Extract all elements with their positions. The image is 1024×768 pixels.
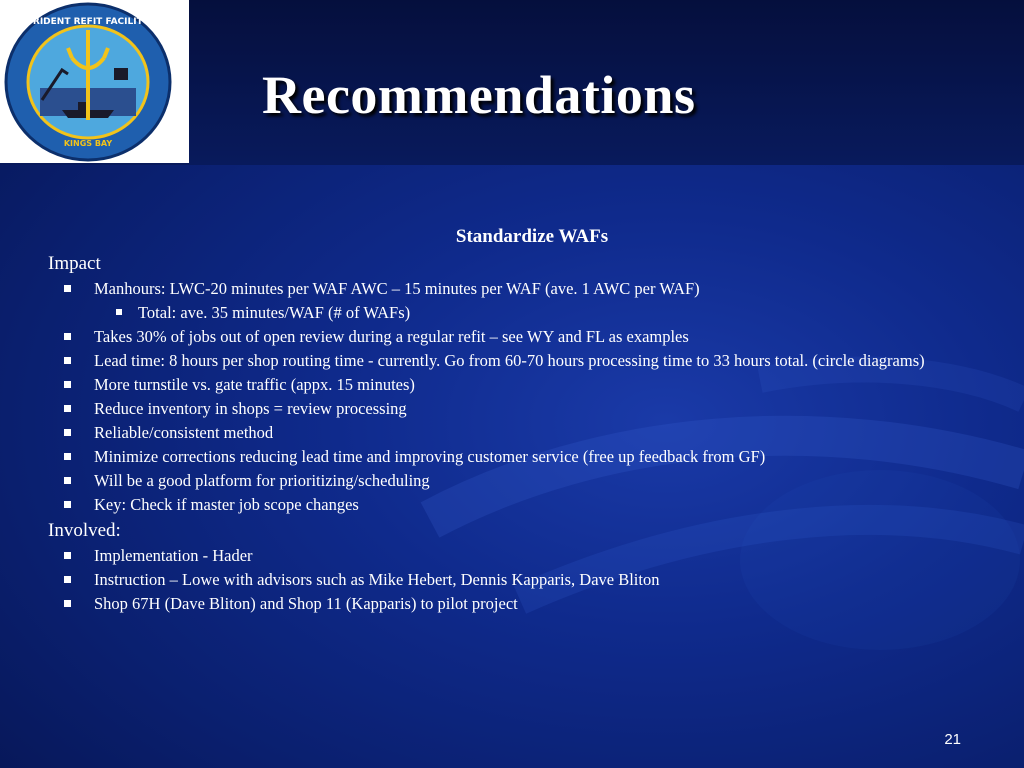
bullet-text: Total: ave. 35 minutes/WAF (# of WAFs) [138,303,411,322]
bullet-item [48,327,1008,346]
bullet-item [48,546,1008,565]
bullet-text: Key: Check if master job scope changes [94,495,359,514]
bullet-item [48,471,1008,490]
square-bullet-icon [64,357,71,364]
trident-refit-facility-seal-icon [2,0,187,163]
bullet-text: Shop 67H (Dave Bliton) and Shop 11 (Kapparis) to pilot project [94,594,518,613]
sub-bullet-item [48,303,1008,322]
bullet-text: Will be a good platform for prioritizing/scheduling [94,471,430,490]
impact-heading: Impact [48,253,101,274]
bullet-text: Implementation - Hader [94,546,253,565]
square-bullet-icon [64,381,71,388]
bullet-text: Lead time: 8 hours per shop routing time - currently. Go from 60-70 hours processing time to 33 hours total. (circle diagrams) [94,351,925,370]
page-title: Recommendations [262,65,696,125]
bullet-text: Reduce inventory in shops = review processing [94,399,407,418]
slide-subtitle: Standardize WAFs [455,226,609,247]
bullet-text: Takes 30% of jobs out of open review during a regular refit – see WY and FL as examples [94,327,689,346]
bullet-item [48,495,1008,514]
bullet-text: Instruction – Lowe with advisors such as Mike Hebert, Dennis Kapparis, Dave Bliton [94,570,660,589]
seal-top-text: TRIDENT REFIT FACILITY [26,17,150,27]
bullet-item [48,594,1008,613]
bullet-item [48,570,1008,589]
bullet-item [48,375,1008,394]
seal-bottom-text: KINGS BAY [63,139,113,148]
bullet-item [48,447,1008,466]
square-bullet-icon [64,477,71,484]
slide-body [48,252,1008,618]
square-bullet-icon [64,600,71,607]
bullet-item [48,423,1008,442]
logo-panel [0,0,189,163]
square-bullet-icon [64,576,71,583]
page-number: 21 [944,731,961,748]
square-bullet-icon [64,429,71,436]
bullet-item [48,351,1008,370]
square-bullet-icon [64,333,71,340]
square-bullet-icon [116,309,122,315]
bullet-item [48,399,1008,418]
bullet-text: Reliable/consistent method [94,423,274,442]
bullet-text: Manhours: LWC-20 minutes per WAF AWC – 15 minutes per WAF (ave. 1 AWC per WAF) [94,279,700,298]
square-bullet-icon [64,552,71,559]
impact-list [48,279,1008,514]
involved-list [48,546,1008,613]
square-bullet-icon [64,405,71,412]
square-bullet-icon [64,501,71,508]
bullet-item [48,279,1008,298]
bullet-text: More turnstile vs. gate traffic (appx. 15 minutes) [94,375,415,394]
square-bullet-icon [64,285,71,292]
involved-heading: Involved: [48,520,121,541]
square-bullet-icon [64,453,71,460]
bullet-text: Minimize corrections reducing lead time and improving customer service (free up feedback from GF) [94,447,766,466]
